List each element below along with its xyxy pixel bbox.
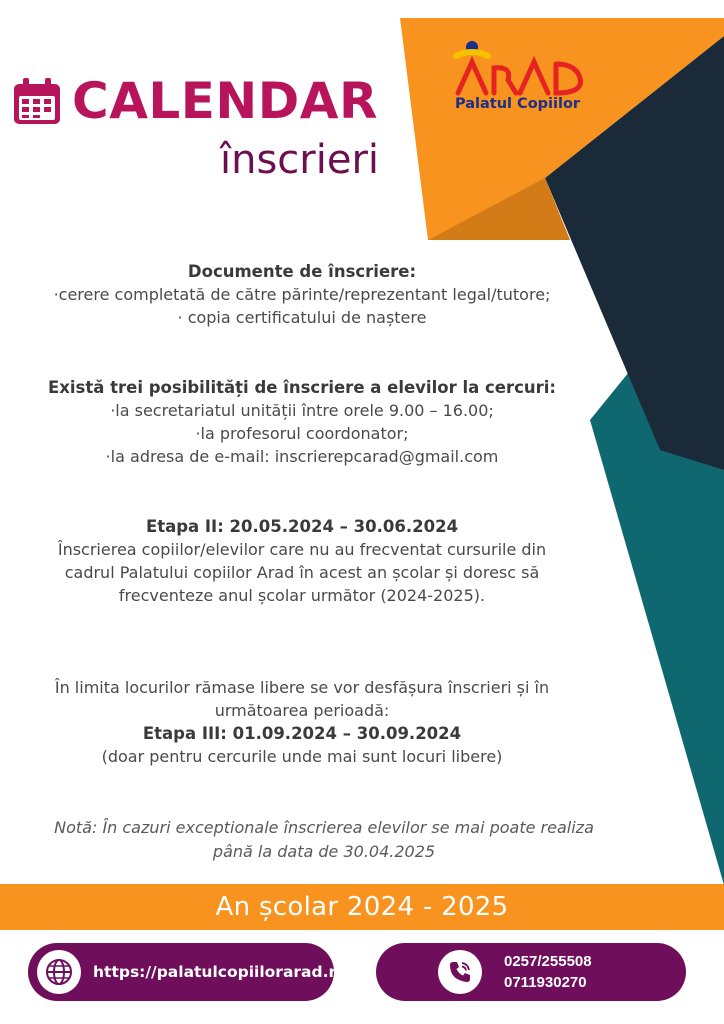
enrollment-options-section [20,376,584,468]
stage-2-heading: Etapa II: 20.05.2024 – 30.06.2024 [145,517,459,536]
phone-icon [438,950,482,994]
page-title [12,72,378,130]
logo-name: Palatul Copiilor [455,96,581,112]
website-link[interactable] [28,943,347,1001]
stage-3-detail: (doar pentru cercurile unde mai sunt locuri libere) [101,747,503,766]
school-year-band [0,884,724,930]
options-heading: Există trei posibilități de înscriere a elevilor la cercuri: [47,378,557,397]
documents-line: · copia certificatului de naștere [177,308,427,327]
website-url[interactable]: https://palatulcopiilorarad.ro [93,963,347,981]
globe-icon [37,950,81,994]
phone-number-1[interactable]: 0257/255508 [504,953,592,970]
calendar-icon [12,76,62,126]
phone-number-2[interactable]: 0711930270 [504,974,587,991]
options-line: ·la adresa de e-mail: inscrierepcarad@gmail.com [105,447,499,466]
stage-3-intro-line: În limita locurilor rămase libere se vor desfășura înscrieri și în [54,678,550,697]
documents-line: ·cerere completată de către părinte/reprezentant legal/tutore; [53,285,551,304]
title-text: CALENDAR [72,72,378,130]
phone-contact[interactable] [376,943,686,1001]
phone-numbers [504,951,592,993]
note-line: până la data de 30.04.2025 [212,842,436,861]
stage-3-heading: Etapa III: 01.09.2024 – 30.09.2024 [142,724,462,743]
note-line: Notă: În cazuri exceptionale înscrierea elevilor se mai poate realiza [54,818,594,837]
stage-2-line: Înscrierea copiilor/elevilor care nu au frecventat cursurile din [57,540,547,559]
options-line: ·la profesorul coordonator; [195,424,409,443]
documents-heading: Documente de înscriere: [187,262,417,281]
subtitle: înscrieri [220,137,380,183]
school-year-text: An școlar 2024 - 2025 [215,892,509,922]
stage-3-intro-line: următoarea perioadă: [214,701,390,720]
note-section [20,816,628,864]
documents-section [20,260,584,329]
options-line: ·la secretariatul unității între orele 9.00 – 16.00; [110,401,494,420]
stage-2-line: cadrul Palatului copiilor Arad în acest an școlar și doresc să [64,563,540,582]
stage-3-section [20,676,584,768]
stage-2-section [20,515,584,607]
stage-2-line: frecventeze anul școlar următor (2024-2025). [118,586,486,605]
